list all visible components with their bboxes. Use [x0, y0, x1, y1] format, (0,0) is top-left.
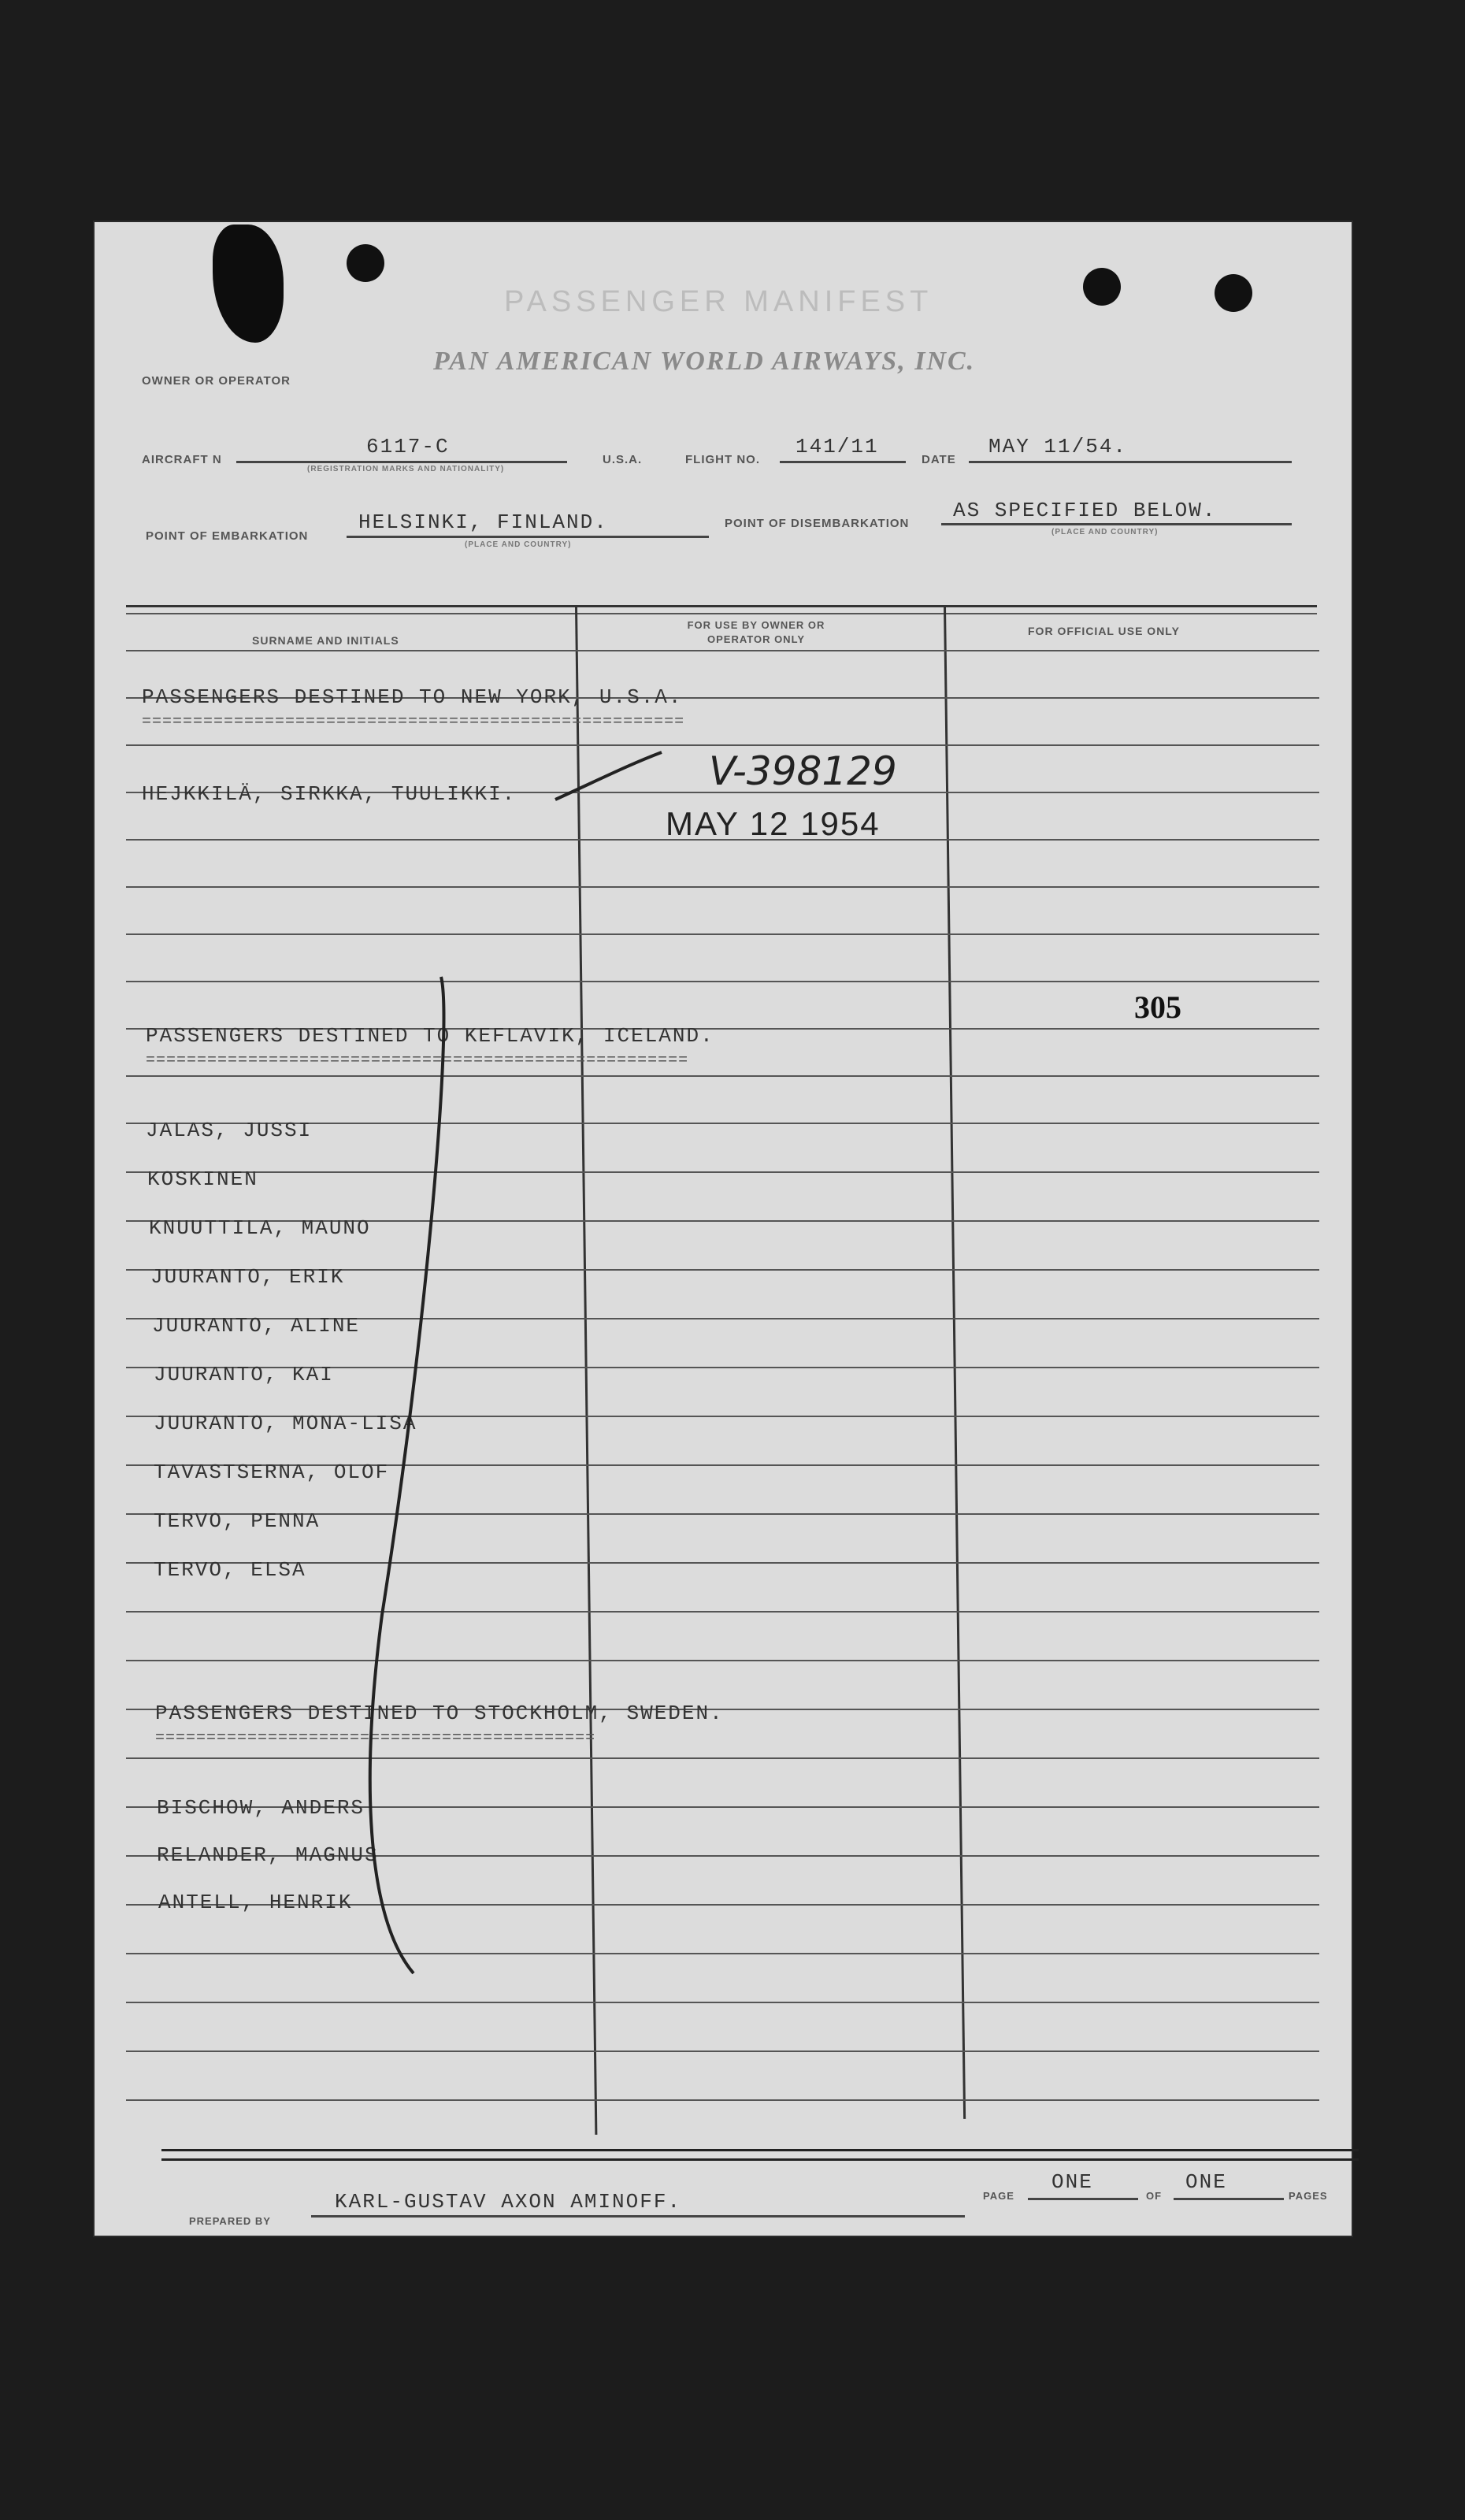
passenger-row: ANTELL, HENRIK — [158, 1891, 353, 1914]
section-underline: ===================================================== — [142, 713, 685, 731]
prepared-by-line — [311, 2215, 965, 2218]
passenger-row: BISCHOW, ANDERS — [157, 1796, 365, 1820]
date-value: MAY 11/54. — [988, 435, 1128, 458]
date-stamp: MAY 12 1954 — [666, 805, 881, 842]
of-line — [1174, 2198, 1284, 2200]
of-label: OF — [1146, 2190, 1163, 2202]
embark-label: POINT OF EMBARKATION — [146, 529, 309, 543]
passenger-row: HEJKKILÄ, SIRKKA, TUULIKKI. — [142, 782, 517, 806]
prepared-by-label: PREPARED BY — [189, 2215, 271, 2227]
passenger-row: JUURANTO, MONA-LISA — [154, 1412, 417, 1435]
page-value: ONE — [1051, 2170, 1093, 2194]
flight-label: FLIGHT NO. — [685, 453, 760, 466]
registration-note: (REGISTRATION MARKS AND NATIONALITY) — [307, 465, 505, 473]
usa-label: U.S.A. — [603, 453, 643, 466]
date-label: DATE — [922, 453, 956, 466]
of-value: ONE — [1185, 2170, 1227, 2194]
section-underline: =========================================== — [155, 1729, 596, 1747]
prepared-by-value: KARL-GUSTAV AXON AMINOFF. — [335, 2190, 682, 2214]
column-header-operator: FOR USE BY OWNER OR OPERATOR ONLY — [687, 619, 825, 645]
handwritten-visa-number: V-398129 — [709, 748, 897, 794]
disembark-value: AS SPECIFIED BELOW. — [953, 499, 1217, 522]
passenger-row: JUURANTO, KAI — [154, 1363, 334, 1386]
disembark-note: (PLACE AND COUNTRY) — [1051, 528, 1159, 536]
passenger-row: KNUUTTILA, MAUNO — [149, 1216, 371, 1240]
page-number-stamp: 305 — [1134, 989, 1181, 1025]
passenger-row: JALAS, JUSSI — [146, 1119, 313, 1142]
passenger-row: TAVASTSERNA, OLOF — [154, 1460, 390, 1484]
aircraft-value: 6117-C — [366, 435, 450, 458]
embark-note: (PLACE AND COUNTRY) — [465, 540, 572, 549]
passenger-row: KOSKINEN — [147, 1167, 258, 1191]
owner-label: OWNER OR OPERATOR — [142, 374, 291, 388]
section-heading-stockholm: PASSENGERS DESTINED TO STOCKHOLM, SWEDEN. — [155, 1702, 724, 1725]
passenger-row: RELANDER, MAGNUS — [157, 1843, 379, 1867]
section-heading-keflavik: PASSENGERS DESTINED TO KEFLAVIK, ICELAND. — [146, 1024, 714, 1048]
section-underline: ===================================================== — [146, 1052, 689, 1070]
flight-value: 141/11 — [796, 435, 879, 458]
page-label: PAGE — [983, 2190, 1014, 2202]
passenger-row: JUURANTO, ALINE — [152, 1314, 361, 1338]
page-line — [1028, 2198, 1138, 2200]
passenger-row: JUURANTO, ERIK — [150, 1265, 345, 1289]
embark-value: HELSINKI, FINLAND. — [358, 510, 608, 534]
column-header-official: FOR OFFICIAL USE ONLY — [1028, 625, 1180, 637]
passenger-row: TERVO, PENNA — [154, 1509, 321, 1533]
disembark-label: POINT OF DISEMBARKATION — [725, 517, 910, 530]
section-heading-new-york: PASSENGERS DESTINED TO NEW YORK, U.S.A. — [142, 685, 683, 709]
passenger-row: TERVO, ELSA — [154, 1558, 306, 1582]
column-header-surname: SURNAME AND INITIALS — [252, 634, 399, 647]
aircraft-label: AIRCRAFT N — [142, 453, 222, 466]
manifest-title: PASSENGER MANIFEST — [504, 285, 933, 318]
airline-name: PAN AMERICAN WORLD AIRWAYS, INC. — [433, 347, 976, 376]
pages-label: PAGES — [1289, 2190, 1328, 2202]
